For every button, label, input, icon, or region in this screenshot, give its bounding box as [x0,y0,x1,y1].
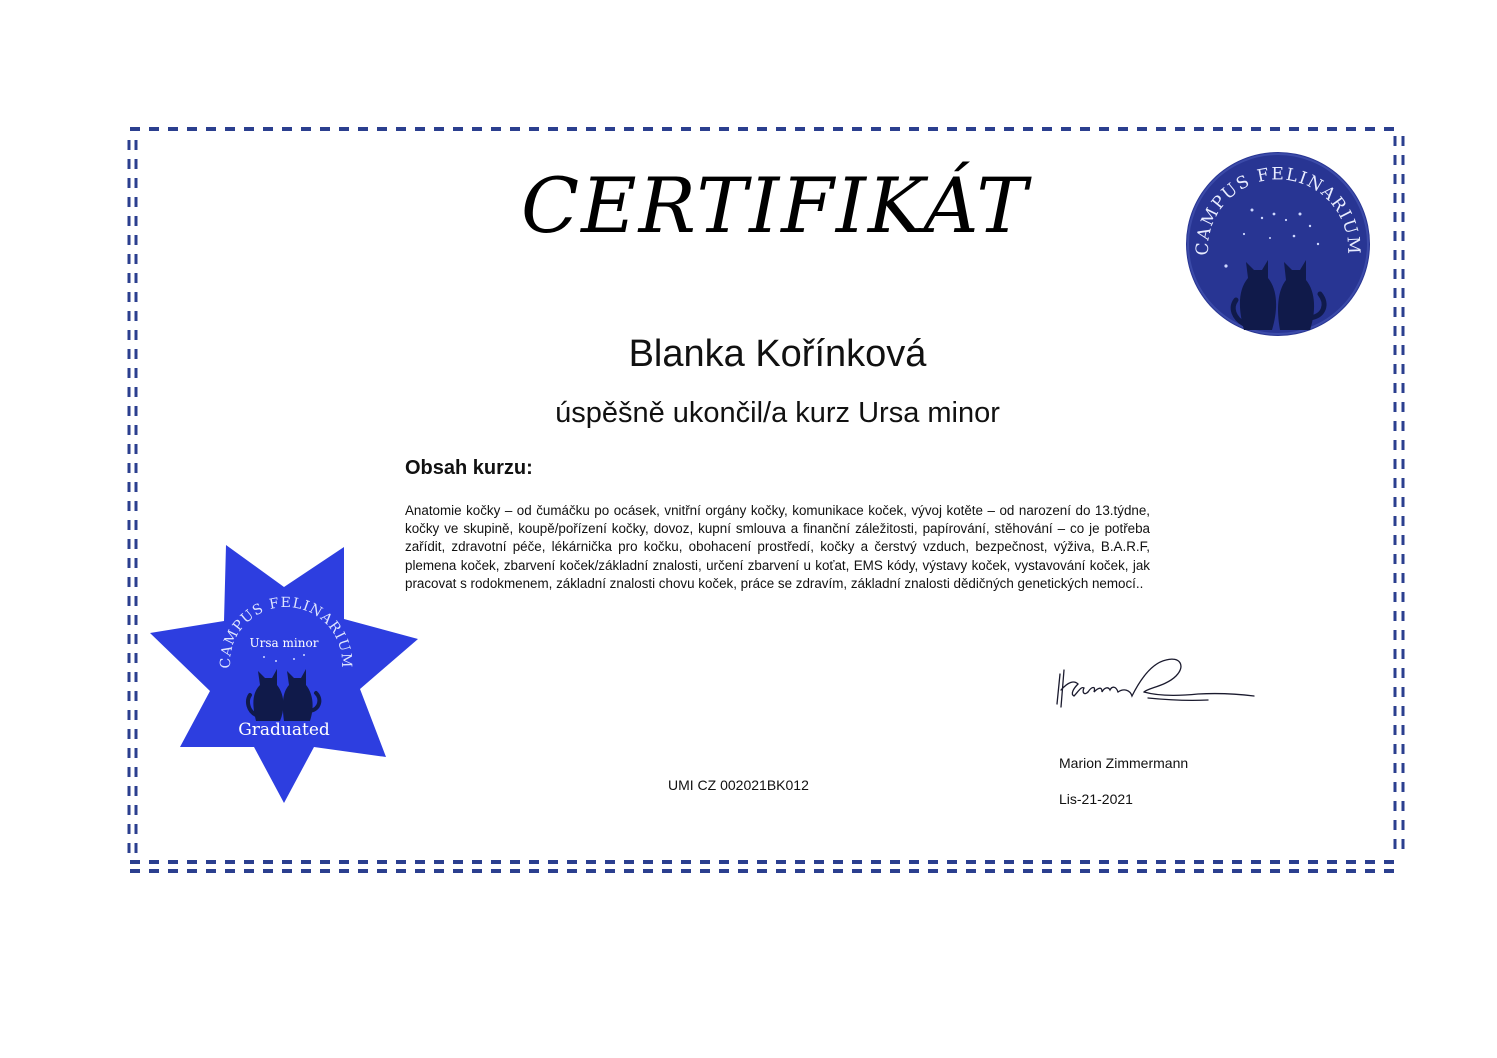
course-content-body: Anatomie kočky – od čumáčku po ocásek, vnitřní orgány kočky, komunikace koček, vývoj kotěte – od narození do 13.týdne, kočky ve skupině, koupě/pořízení kočky, dovoz, kupní smlouva a finanční záležitosti, papírování, stěhování – co je potřeba zařídit, zdravotní péče, lékárnička pro kočku, obohacení prostředí, kočky a čerstvý vzduch, bezpečnost, výživa, B.A.R.F, plemena koček, zbarvení koček/základní znalosti, určení zbarvení u koťat, EMS kódy, výstavy koček, vystavování koček, jak pracovat s rodokmenem, základní znalosti chovu koček, práce se zdravím, základní znalosti dědičných genetických nemocí.. [405,503,1150,591]
campus-felinarium-logo-icon [1182,148,1374,340]
course-content-heading: Obsah kurzu: [405,457,533,479]
certificate-title: CERTIFIKÁT [520,161,1030,250]
badge-arc-text: CAMPUS FELINARIUM [217,594,355,669]
badge-course-name: Ursa minor [249,636,319,650]
handwritten-signature-icon [1048,652,1263,717]
signature-date: Lis-21-2021 [1059,791,1133,807]
completion-statement: úspěšně ukončil/a kurz Ursa minor [555,397,1000,429]
signer-name: Marion Zimmermann [1059,755,1189,771]
recipient-name: Blanka Kořínková [628,333,927,375]
badge-status-label: Graduated [238,720,330,740]
logo-arc-text: CAMPUS FELINARIUM [1192,164,1364,256]
certificate-code: UMI CZ 002021BK012 [668,777,809,793]
graduated-star-badge-icon [148,545,420,807]
